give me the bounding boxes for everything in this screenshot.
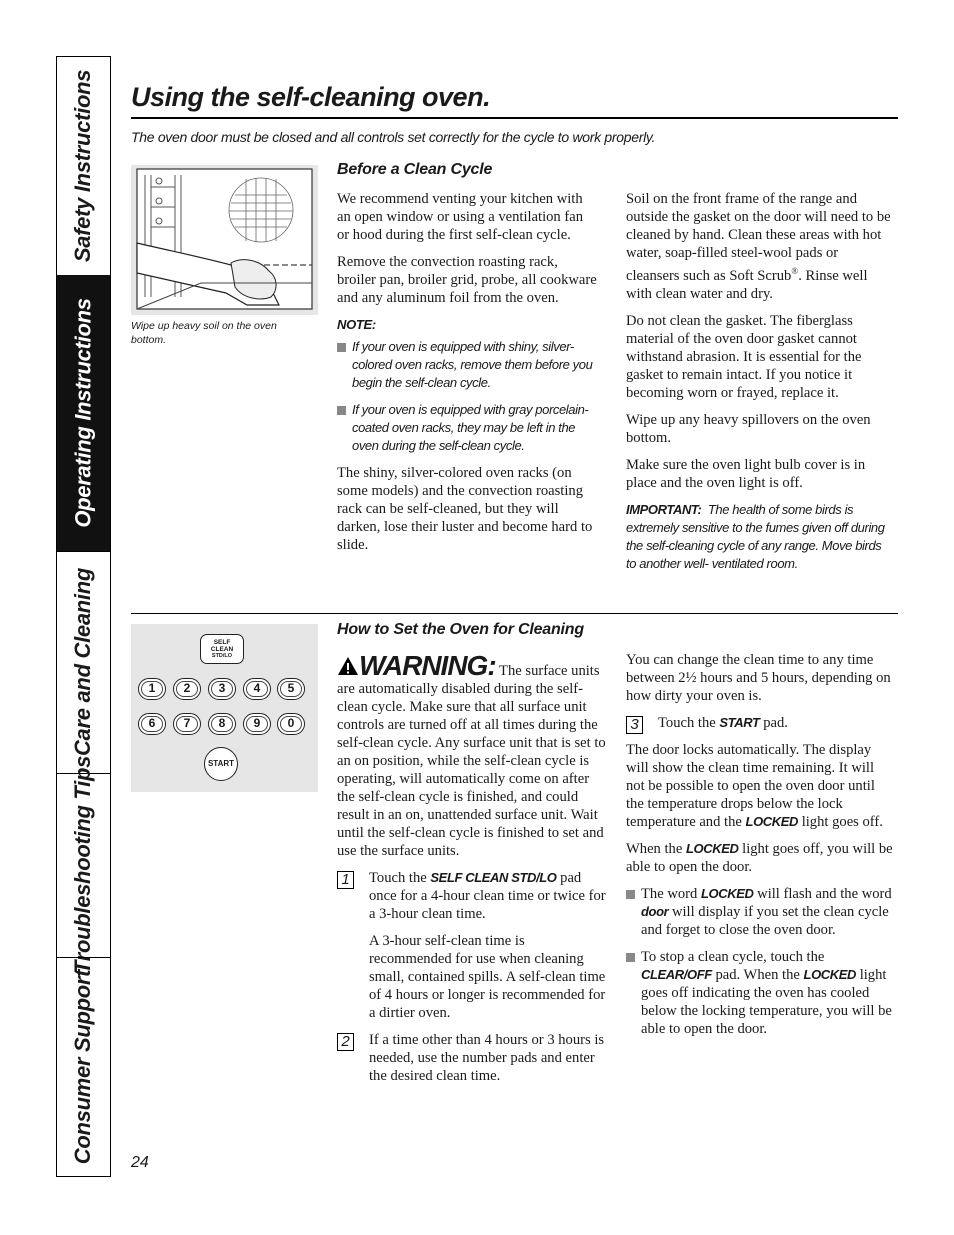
number-pad-3[interactable]: 3	[208, 678, 236, 700]
number-pad-1[interactable]: 1	[138, 678, 166, 700]
step-number: 3	[626, 716, 643, 734]
title-divider	[131, 117, 898, 119]
before-clean-heading: Before a Clean Cycle	[337, 161, 493, 178]
step-number: 2	[337, 1033, 354, 1051]
number-pad-2[interactable]: 2	[173, 678, 201, 700]
illustration-caption: Wipe up heavy soil on the oven bottom.	[131, 320, 277, 346]
note-bullet: If your oven is equipped with shiny, silver-colored oven racks, remove them before you begin the self-clean cycle.	[337, 338, 597, 392]
step-3: 3 Touch the START pad.	[626, 714, 896, 732]
section-sidebar	[56, 56, 111, 1177]
number-pad-4[interactable]: 4	[243, 678, 271, 700]
door-locks-paragraph: The door locks automatically. The display will show the clean time remaining. It will not be possible to open the oven door until the temperature drops below the lock temperature and the LOCKED light goes off.	[626, 742, 883, 830]
step-2: 2 If a time other than 4 hours or 3 hours is needed, use the number pads and enter the desired clean time.	[337, 1031, 607, 1085]
tab-care-and-cleaning[interactable]: Care and Cleaning	[70, 567, 96, 757]
oven-cleaning-illustration	[131, 165, 318, 315]
tab-operating-instructions[interactable]: Operating Instructions	[57, 275, 110, 551]
page-title: Using the self-cleaning oven.	[131, 82, 491, 112]
before-clean-column-1	[337, 190, 597, 563]
step-1: 1 Touch the SELF CLEAN STD/LO pad once for a 4-hour clean time or twice for a 3-hour clean time.	[337, 869, 607, 923]
number-pad-5[interactable]: 5	[277, 678, 305, 700]
tab-safety-instructions[interactable]: Safety Instructions	[70, 69, 96, 263]
intro-text: The oven door must be closed and all controls set correctly for the cycle to work properly.	[131, 129, 656, 145]
clean-time-paragraph: You can change the clean time to any time between 2½ hours and 5 hours, depending on how dirty your oven is.	[626, 652, 891, 704]
warning-triangle-icon	[337, 656, 359, 676]
gasket-paragraph: Do not clean the gasket. The fiberglass material of the oven door gasket cannot withstand abrasion. It is essential for the gasket to remain intact. If you notice it becoming worn or frayed, replace it.	[626, 312, 862, 401]
step-number: 1	[337, 871, 354, 889]
number-pad-8[interactable]: 8	[208, 713, 236, 735]
number-pad-7[interactable]: 7	[173, 713, 201, 735]
step-1-detail: A 3-hour self-clean time is recommended for use when cleaning small, contained spills. A self-clean time of 4 hours or longer is recommended for a dirtier oven.	[369, 933, 606, 1021]
set-oven-column-2	[626, 651, 896, 1047]
section-divider	[131, 613, 898, 614]
set-oven-heading: How to Set the Oven for Cleaning	[337, 621, 584, 638]
start-pad[interactable]: START	[204, 747, 238, 781]
page-number: 24	[131, 1154, 149, 1171]
stop-cycle-bullet: To stop a clean cycle, touch the CLEAR/OFF pad. When the LOCKED light goes off indicating the oven has cooled below the locking temperature, you will be able to open the door.	[626, 948, 896, 1038]
important-note: IMPORTANT: The health of some birds is extremely sensitive to the fumes given off during the self-cleaning cycle of any range. Move birds to another well- ventilated room.	[626, 501, 885, 571]
tab-troubleshooting-tips[interactable]: Troubleshooting Tips	[70, 755, 96, 975]
light-cover-paragraph: Make sure the oven light bulb cover is in place and the oven light is off.	[626, 456, 866, 491]
note-bullet: If your oven is equipped with gray porcelain-coated oven racks, they may be left in the oven during the self-clean cycle.	[337, 401, 597, 455]
number-pad-9[interactable]: 9	[243, 713, 271, 735]
before-clean-column-2	[626, 190, 892, 582]
number-pad-0[interactable]: 0	[277, 713, 305, 735]
silver-racks-paragraph: The shiny, silver-colored oven racks (on some models) and the convection roasting rack can be self-cleaned, but they will darken, lose their luster and become hard to slide.	[337, 465, 593, 553]
venting-paragraph: We recommend venting your kitchen with an open window or using a ventilation fan or hood during the first self-clean cycle.	[337, 191, 584, 243]
locked-flash-bullet: The word LOCKED will flash and the word door will display if you set the clean cycle and forget to close the oven door.	[626, 885, 896, 939]
self-clean-pad[interactable]: SELF CLEAN STD/LO	[200, 634, 244, 664]
spillovers-paragraph: Wipe up any heavy spillovers on the oven bottom.	[626, 411, 871, 446]
set-oven-column-1	[337, 650, 607, 1094]
note-label: NOTE:	[337, 317, 376, 332]
tab-consumer-support[interactable]: Consumer Support	[70, 969, 96, 1164]
warning-paragraph: WARNING: The surface units are automatically disabled during the self-clean cycle. Make sure that all surface unit controls are turned off at all times during the self-clean cycle. Any surface unit that is set to an on position, while the self-clean cycle is operating, will automatically come on after the self-clean cycle is finished, and could result in an on, unattended surface unit. Wait until the self-clean cycle is finished to set and use the surface units.	[337, 650, 606, 859]
control-panel-illustration	[131, 624, 318, 792]
locked-light-paragraph: When the LOCKED light goes off, you will be able to open the door.	[626, 841, 893, 875]
soil-paragraph: Soil on the front frame of the range and outside the gasket on the door will need to be cleaned by hand. Clean these areas with hot water, soap-filled steel-wool pads or cleansers such as Soft Scrub®. Rinse well with clean water and dry.	[626, 191, 891, 302]
oven-cleaning-drawing	[131, 165, 318, 315]
number-pad-6[interactable]: 6	[138, 713, 166, 735]
remove-items-paragraph: Remove the convection roasting rack, broiler pan, broiler grid, probe, all cookware and any aluminum foil from the oven.	[337, 254, 597, 306]
